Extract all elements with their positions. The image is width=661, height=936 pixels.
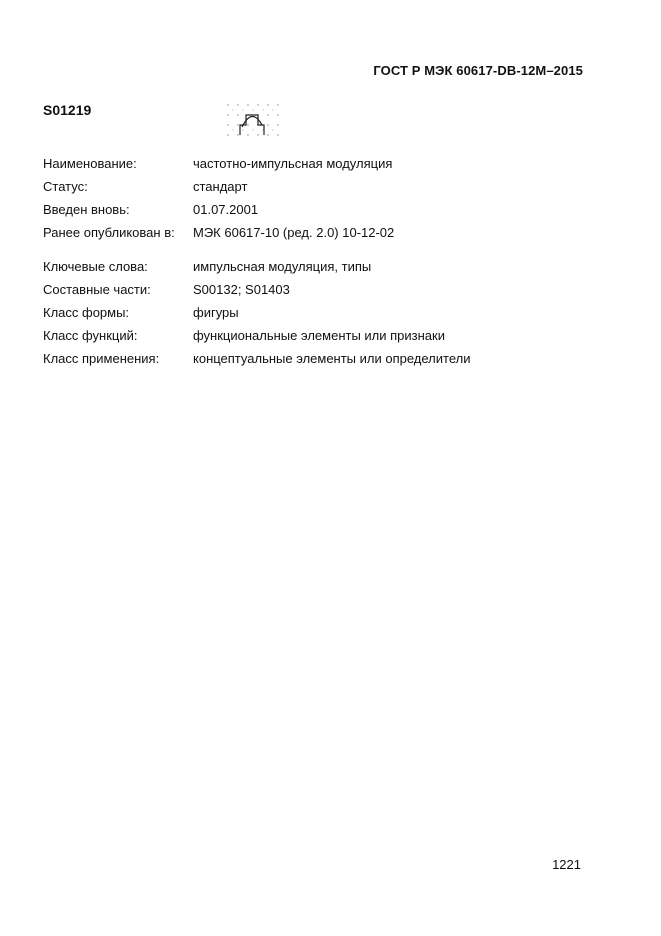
frequency-pulse-modulation-symbol-icon (226, 103, 286, 143)
property-row-name (43, 152, 603, 175)
property-row-components (43, 278, 603, 301)
symbol-id: S01219 (43, 102, 92, 118)
property-row-introduced (43, 198, 603, 221)
property-list (43, 152, 603, 370)
property-value: стандарт (193, 179, 248, 194)
property-label: Введен вновь: (43, 202, 130, 217)
property-row-status (43, 175, 603, 198)
pulse-shape (240, 115, 264, 135)
property-row-application-class (43, 347, 603, 370)
property-row-form-class (43, 301, 603, 324)
property-row-function-class (43, 324, 603, 347)
property-label: Ключевые слова: (43, 259, 148, 274)
property-label: Наименование: (43, 156, 137, 171)
property-label: Составные части: (43, 282, 151, 297)
property-label: Ранее опубликован в: (43, 225, 175, 240)
property-value: концептуальные элементы или определители (193, 351, 471, 366)
property-value: импульсная модуляция, типы (193, 259, 372, 274)
property-label: Класс формы: (43, 305, 130, 320)
property-value: 01.07.2001 (193, 202, 259, 217)
property-value: функциональные элементы или признаки (193, 328, 445, 343)
property-row-keywords (43, 255, 603, 278)
property-label: Класс функций: (43, 328, 138, 343)
property-row-previously-published (43, 221, 603, 244)
property-value: МЭК 60617-10 (ред. 2.0) 10-12-02 (193, 225, 395, 240)
property-value: частотно-импульсная модуляция (193, 156, 393, 171)
property-label: Статус: (43, 179, 88, 194)
property-value: фигуры (193, 305, 239, 320)
symbol-grid (227, 104, 278, 135)
page-number: 1221 (552, 857, 581, 872)
property-value: S00132; S01403 (193, 282, 290, 297)
property-label: Класс применения: (43, 351, 160, 366)
standard-code: ГОСТ Р МЭК 60617-DB-12M–2015 (373, 63, 583, 78)
